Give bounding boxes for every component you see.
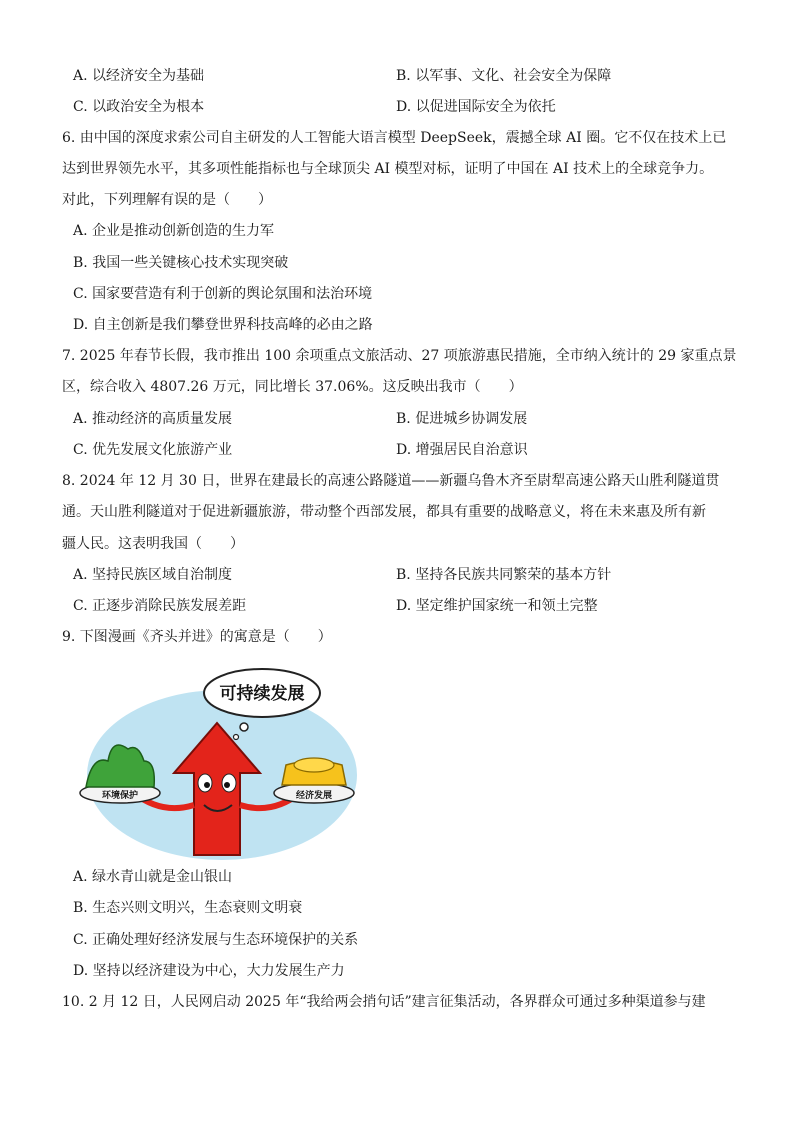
left-plate-label: 环境保护 xyxy=(101,791,139,801)
q9-option-b: B. 生态兴则文明兴，生态衰则文明衰 xyxy=(73,900,303,916)
q9-stem: 9. 下图漫画《齐头并进》的寓意是（ ） xyxy=(62,629,332,645)
right-plate-label: 经济发展 xyxy=(295,791,333,801)
q6-option-c: C. 国家要营造有利于创新的舆论氛围和法治环境 xyxy=(73,286,373,302)
q7-option-a: A. 推动经济的高质量发展 xyxy=(73,411,233,427)
q8-option-a: A. 坚持民族区域自治制度 xyxy=(73,567,233,583)
q7-option-d: D. 增强居民自治意识 xyxy=(396,442,528,458)
q5-option-b: B. 以军事、文化、社会安全为保障 xyxy=(396,68,612,84)
q9-option-d: D. 坚持以经济建设为中心，大力发展生产力 xyxy=(73,963,345,979)
q8-stem-line3: 疆人民。这表明我国（ ） xyxy=(62,536,244,552)
q9-option-c: C. 正确处理好经济发展与生态环境保护的关系 xyxy=(73,932,359,948)
q7-option-b: B. 促进城乡协调发展 xyxy=(396,411,528,427)
q8-stem-line1: 8. 2024 年 12 月 30 日，世界在建最长的高速公路隧道——新疆乌鲁木齐至尉犁高速公路天山胜利隧道贯 xyxy=(62,473,720,489)
q5-option-d: D. 以促进国际安全为依托 xyxy=(396,99,556,115)
q9-option-a: A. 绿水青山就是金山银山 xyxy=(73,869,233,885)
cartoon-illustration xyxy=(72,665,362,860)
bubble-text: 可持续发展 xyxy=(219,684,305,704)
q8-option-b: B. 坚持各民族共同繁荣的基本方针 xyxy=(396,567,612,583)
q5-option-a: A. 以经济安全为基础 xyxy=(73,68,205,84)
q6-stem-line3: 对此，下列理解有误的是（ ） xyxy=(62,192,272,208)
q8-option-d: D. 坚定维护国家统一和领土完整 xyxy=(396,598,598,614)
q7-stem-line2: 区，综合收入 4807.26 万元，同比增长 37.06%。这反映出我市（ ） xyxy=(62,379,523,395)
q6-option-b: B. 我国一些关键核心技术实现突破 xyxy=(73,255,289,271)
q5-option-c: C. 以政治安全为根本 xyxy=(73,99,205,115)
q10-stem-line1: 10. 2 月 12 日，人民网启动 2025 年“我给两会捎句话”建言征集活动，各界群众可通过多种渠道参与建 xyxy=(62,994,706,1010)
q6-option-a: A. 企业是推动创新创造的生力军 xyxy=(73,223,275,239)
q6-stem-line2: 达到世界领先水平，其多项性能指标也与全球顶尖 AI 模型对标，证明了中国在 AI 技术上的全球竞争力。 xyxy=(62,161,714,177)
q6-option-d: D. 自主创新是我们攀登世界科技高峰的必由之路 xyxy=(73,317,373,333)
q8-stem-line2: 通。天山胜利隧道对于促进新疆旅游，带动整个西部发展，都具有重要的战略意义，将在未来惠及所有新 xyxy=(62,504,706,520)
q7-stem-line1: 7. 2025 年春节长假，我市推出 100 余项重点文旅活动、27 项旅游惠民措施，全市纳入统计的 29 家重点景 xyxy=(62,348,737,364)
q8-option-c: C. 正逐步消除民族发展差距 xyxy=(73,598,247,614)
q6-stem-line1: 6. 由中国的深度求索公司自主研发的人工智能大语言模型 DeepSeek，震撼全球 AI 圈。它不仅在技术上已 xyxy=(62,130,727,146)
q7-option-c: C. 优先发展文化旅游产业 xyxy=(73,442,233,458)
